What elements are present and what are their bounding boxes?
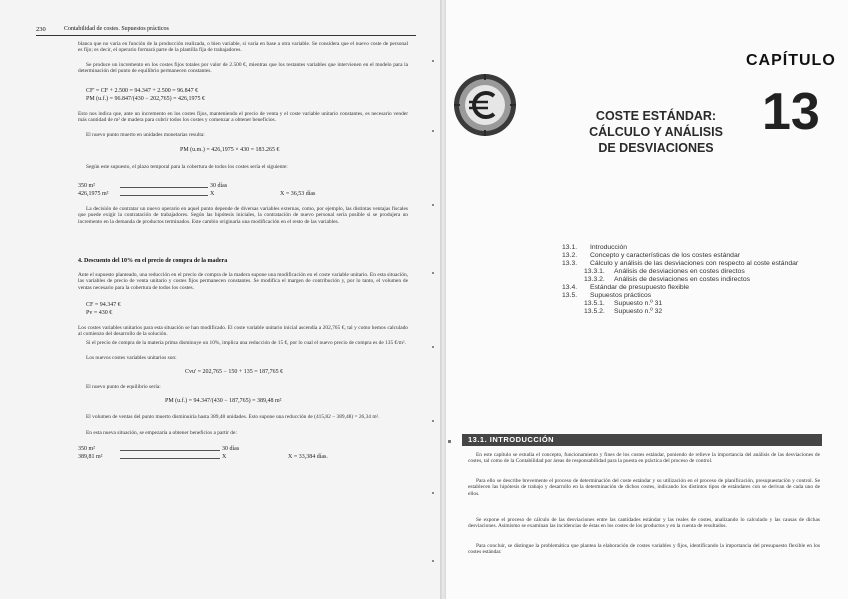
toc-item-number: 13.3.2. [584, 276, 605, 283]
arrow-line [120, 187, 208, 188]
toc-item-label: Supuesto n.º 31 [614, 300, 663, 307]
euro-emblem-icon [452, 72, 518, 138]
paragraph: Se produce un incremento en los costes fijos totales por valor de 2.500 €, mientras que los restantes variables que intervienen en el modelo para la determinación del punto de equilibrio permanecen constantes. [78, 62, 408, 75]
paragraph: La decisión de contratar un nuevo operario en aquel punto depende de diversas variables externas, como, por ejemplo, las distintas ventajas fiscales que puede exigir la contratación de trabajadores. Según las hipótesis iniciales, la contratación de nuevo personal sería posible si se produjera un incremento en la demanda de productos terminados. Este cambio originaría una modificación en el resto de las variables. [78, 206, 408, 225]
paragraph: Si el precio de compra de la materia prima disminuye un 10%, implica una reducción de 15 €, por lo cual el nuevo precio de compra es de 135 €/m². [86, 340, 406, 346]
proportion-result: X = 33,384 días. [288, 454, 328, 460]
toc-item [562, 260, 822, 268]
formula: PM (u.m.) = 426,1975 × 430 = 183.265 € [180, 147, 280, 153]
running-header: Contabilidad de costes. Supuestos prácticos [64, 26, 169, 32]
toc-item-label: Cálculo y análisis de las desviaciones con respecto al coste estándar [590, 260, 799, 267]
arrow-line [120, 458, 220, 459]
paragraph: Los costes variables unitarios para esta situación se han modificado. El coste variable unitario inicial ascendía a 202,765 €, tal y como hemos calculado al comienzo del desarrollo de la solución. [78, 325, 408, 338]
toc-item-label: Supuesto n.º 32 [614, 308, 663, 315]
paragraph: El nuevo punto de equilibrio sería: [86, 384, 161, 390]
formula: CF' = CF + 2.500 = 94.347 + 2.500 = 96.847 € [86, 88, 199, 94]
proportion-left: 426,1975 m² [78, 191, 109, 197]
toc-item-number: 13.3.1. [584, 268, 605, 275]
chapter-title-line: CÁLCULO Y ANÁLISIS [589, 125, 723, 139]
chapter-title-line: DE DESVIACIONES [598, 141, 714, 155]
toc-item [562, 268, 822, 276]
formula: PM (u.f.) = 94.347/(430 − 187,765) = 389,48 m² [165, 398, 282, 404]
formula: Pv = 430 € [86, 310, 113, 316]
margin-mark [432, 346, 434, 348]
section-heading-bar [462, 434, 822, 446]
paragraph: Para concluir, se distingue la problemática que plantea la elaboración de costes variables y fijos, identificando la importancia del presupuesto flexible en los costes estándar. [468, 543, 820, 556]
toc-item-label: Estándar de presupuesto flexible [590, 284, 689, 291]
margin-mark [432, 130, 434, 132]
page-number: 230 [36, 26, 46, 33]
chapter-title-line: COSTE ESTÁNDAR: [595, 109, 717, 123]
margin-mark [448, 440, 451, 443]
section-heading: 4. Descuento del 10% en el precio de compra de la madera [78, 258, 228, 264]
paragraph: El volumen de ventas del punto muerto disminuiría hasta 389,48 unidades. Esto supone una reducción de (415,82 − 389,48) = 26,34 m². [86, 414, 380, 420]
arrow-line [120, 195, 208, 196]
proportion-result: X = 36,53 días [280, 191, 316, 197]
toc-item [562, 284, 822, 292]
paragraph: En esta nueva situación, se empezaría a obtener beneficios a partir de: [86, 430, 237, 436]
toc-item [562, 292, 822, 300]
margin-mark [432, 204, 434, 206]
chapter-label: CAPÍTULO [746, 52, 836, 69]
header-rule [36, 35, 416, 36]
proportion-right: X [222, 454, 227, 460]
toc-item [562, 276, 822, 284]
proportion-right: X [210, 191, 215, 197]
paragraph: Ante el supuesto planteado, una reducción en el precio de compra de la madera supone una modificación en el coste variable unitario. En esta situación, las variables de precio de venta unitario y costes fijos permanecen constantes. Se modifica el margen de contribución y, por lo tanto, el volumen de ventas necesario para la cobertura de todos los costes. [78, 272, 408, 291]
chapter-title [556, 108, 756, 156]
right-page [446, 0, 848, 599]
paragraph: Esto nos indica que, ante un incremento en los costes fijos, manteniendo el precio de venta y el coste variable unitario constantes, es necesario vender más cantidad de m² de madera para cubrir todos los costes y comenzar a obtener beneficios. [78, 111, 408, 124]
proportion-right: 30 días [222, 446, 240, 452]
toc-item-number: 13.5.1. [584, 300, 605, 307]
margin-mark [432, 420, 434, 422]
toc-item-number: 13.2. [562, 252, 578, 259]
paragraph: El nuevo punto muerto en unidades monetarias resulta: [86, 132, 205, 138]
toc-item-number: 13.5. [562, 292, 578, 299]
toc-item-label: Análisis de desviaciones en costes directos [614, 268, 745, 275]
toc-item [562, 244, 822, 252]
section-heading: 13.1. INTRODUCCIÓN [468, 435, 555, 444]
toc-item-number: 13.4. [562, 284, 578, 291]
toc-item-number: 13.5.2. [584, 308, 605, 315]
paragraph: blanca que no varía en función de la producción realizada, o bien variable, si varía en base a otra variable. Se considera que el nuevo coste de personal es fijo; es decir, el operario formará parte de la plantilla fija de trabajadores. [78, 41, 408, 54]
margin-mark [432, 560, 434, 562]
margin-mark [432, 492, 434, 494]
arrow-line [120, 450, 220, 451]
toc-item [562, 252, 822, 260]
proportion-left: 389,81 m² [78, 454, 103, 460]
proportion-right: 30 días [210, 183, 228, 189]
chapter-number: 13 [762, 83, 820, 141]
table-of-contents [562, 244, 822, 316]
margin-mark [432, 60, 434, 62]
formula: CF = 94.347 € [86, 302, 121, 308]
margin-mark [432, 272, 434, 274]
toc-item [562, 300, 822, 308]
formula: Cvu' = 202,765 − 150 + 135 = 187,765 € [185, 369, 284, 375]
toc-item-label: Concepto y características de los costes estándar [590, 252, 740, 259]
paragraph: Según este supuesto, el plazo temporal para la cobertura de todos los costes sería el siguiente: [86, 164, 288, 170]
paragraph: Para ello se describe brevemente el proceso de determinación del coste estándar y su utilización en el proceso de planificación, presupuestación y control. Se establecen las hipótesis de trabajo y desarrollo en la determinación de dichos costes, indicando los distintos tipos de estándares con se derivan de cada uno de ellos. [468, 478, 820, 497]
toc-item-label: Supuestos prácticos [590, 292, 652, 299]
toc-item-label: Análisis de desviaciones en costes indirectos [614, 276, 751, 283]
paragraph: Los nuevos costes variables unitarios son: [86, 355, 177, 361]
paragraph: Se expone el proceso de cálculo de las desviaciones entre las cantidades estándar y las reales de costes, analizando lo calculado y las causas de dichas desviaciones. Asimismo se examinan las incidencias de éstas en los costes de los productos y en la cuenta de resultados. [468, 517, 820, 530]
formula: PM (u.f.) = 96.847/(430 − 202,765) = 426,1975 € [86, 96, 205, 102]
proportion-left: 350 m² [78, 446, 95, 452]
proportion-left: 350 m² [78, 183, 95, 189]
paragraph: En este capítulo se estudia el concepto, funcionamiento y fines de los costes estándar, poniendo de relieve la importancia del análisis de las desviaciones de costes, tal como de la Contabilidad por áreas de responsabilidad para la puesta en práctica del proceso de control. [468, 452, 820, 465]
toc-item-number: 13.3. [562, 260, 578, 267]
toc-item [562, 308, 822, 316]
toc-item-number: 13.1. [562, 244, 578, 251]
toc-item-label: Introducción [590, 244, 628, 251]
